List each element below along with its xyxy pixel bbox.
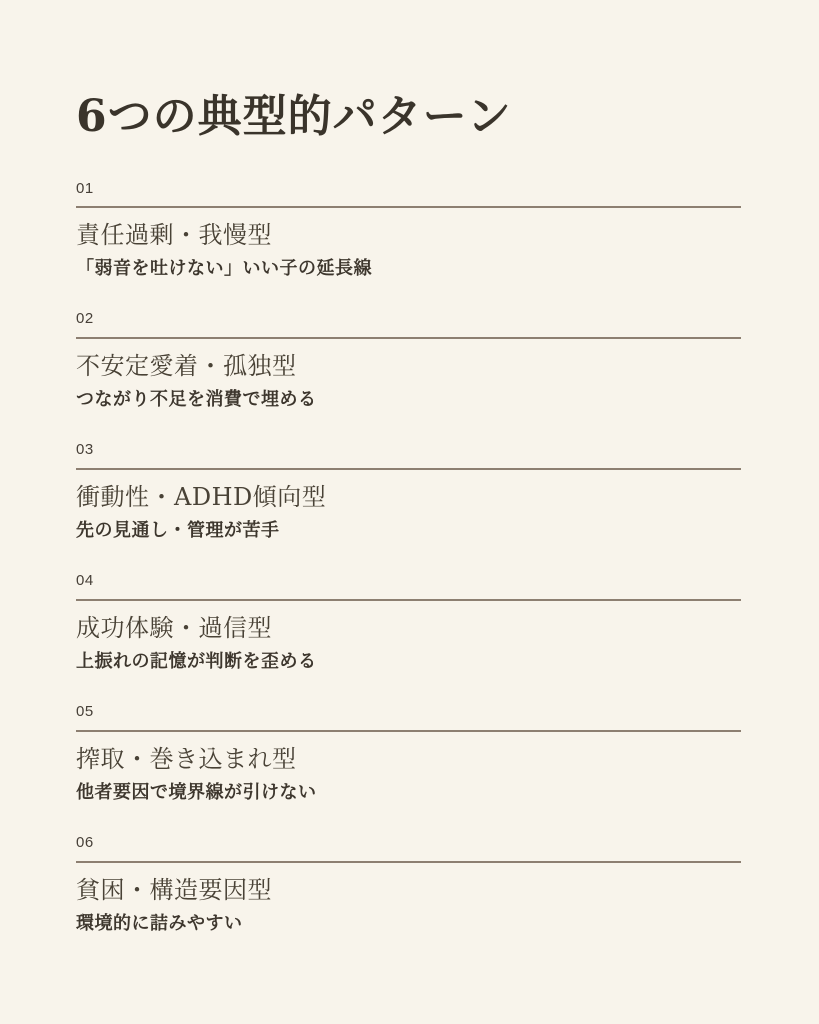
pattern-title: 搾取・巻き込まれ型 (76, 744, 297, 773)
divider-line (76, 861, 741, 863)
pattern-item-05 (76, 704, 741, 804)
pattern-number: 03 (76, 441, 94, 459)
pattern-title: 不安定愛着・孤独型 (76, 351, 297, 380)
pattern-subtitle: つながり不足を消費で埋める (76, 388, 317, 409)
pattern-item-01 (76, 181, 741, 281)
pattern-subtitle: 環境的に詰みやすい (76, 912, 243, 933)
pattern-number: 01 (76, 179, 94, 197)
divider-line (76, 206, 741, 208)
pattern-title: 衝動性・ADHD傾向型 (76, 482, 327, 511)
pattern-subtitle: 「弱音を吐けない」いい子の延長線 (76, 258, 372, 279)
pattern-item-04 (76, 573, 741, 673)
pattern-subtitle: 先の見通し・管理が苦手 (76, 519, 280, 540)
pattern-title: 成功体験・過信型 (76, 613, 272, 642)
page-title: 6つの典型的パターン (76, 91, 512, 142)
divider-line (76, 468, 741, 470)
pattern-list (76, 181, 741, 935)
pattern-item-06 (76, 835, 741, 935)
pattern-subtitle: 上振れの記憶が判断を歪める (76, 650, 317, 671)
divider-line (76, 730, 741, 732)
pattern-title: 責任過剰・我慢型 (76, 221, 272, 250)
pattern-number: 02 (76, 310, 94, 328)
pattern-item-03 (76, 442, 741, 542)
pattern-number: 05 (76, 703, 94, 721)
divider-line (76, 599, 741, 601)
pattern-number: 06 (76, 834, 94, 852)
divider-line (76, 337, 741, 339)
pattern-number: 04 (76, 572, 94, 590)
pattern-subtitle: 他者要因で境界線が引けない (76, 781, 317, 802)
pattern-item-02 (76, 311, 741, 411)
pattern-title: 貧困・構造要因型 (76, 875, 272, 904)
